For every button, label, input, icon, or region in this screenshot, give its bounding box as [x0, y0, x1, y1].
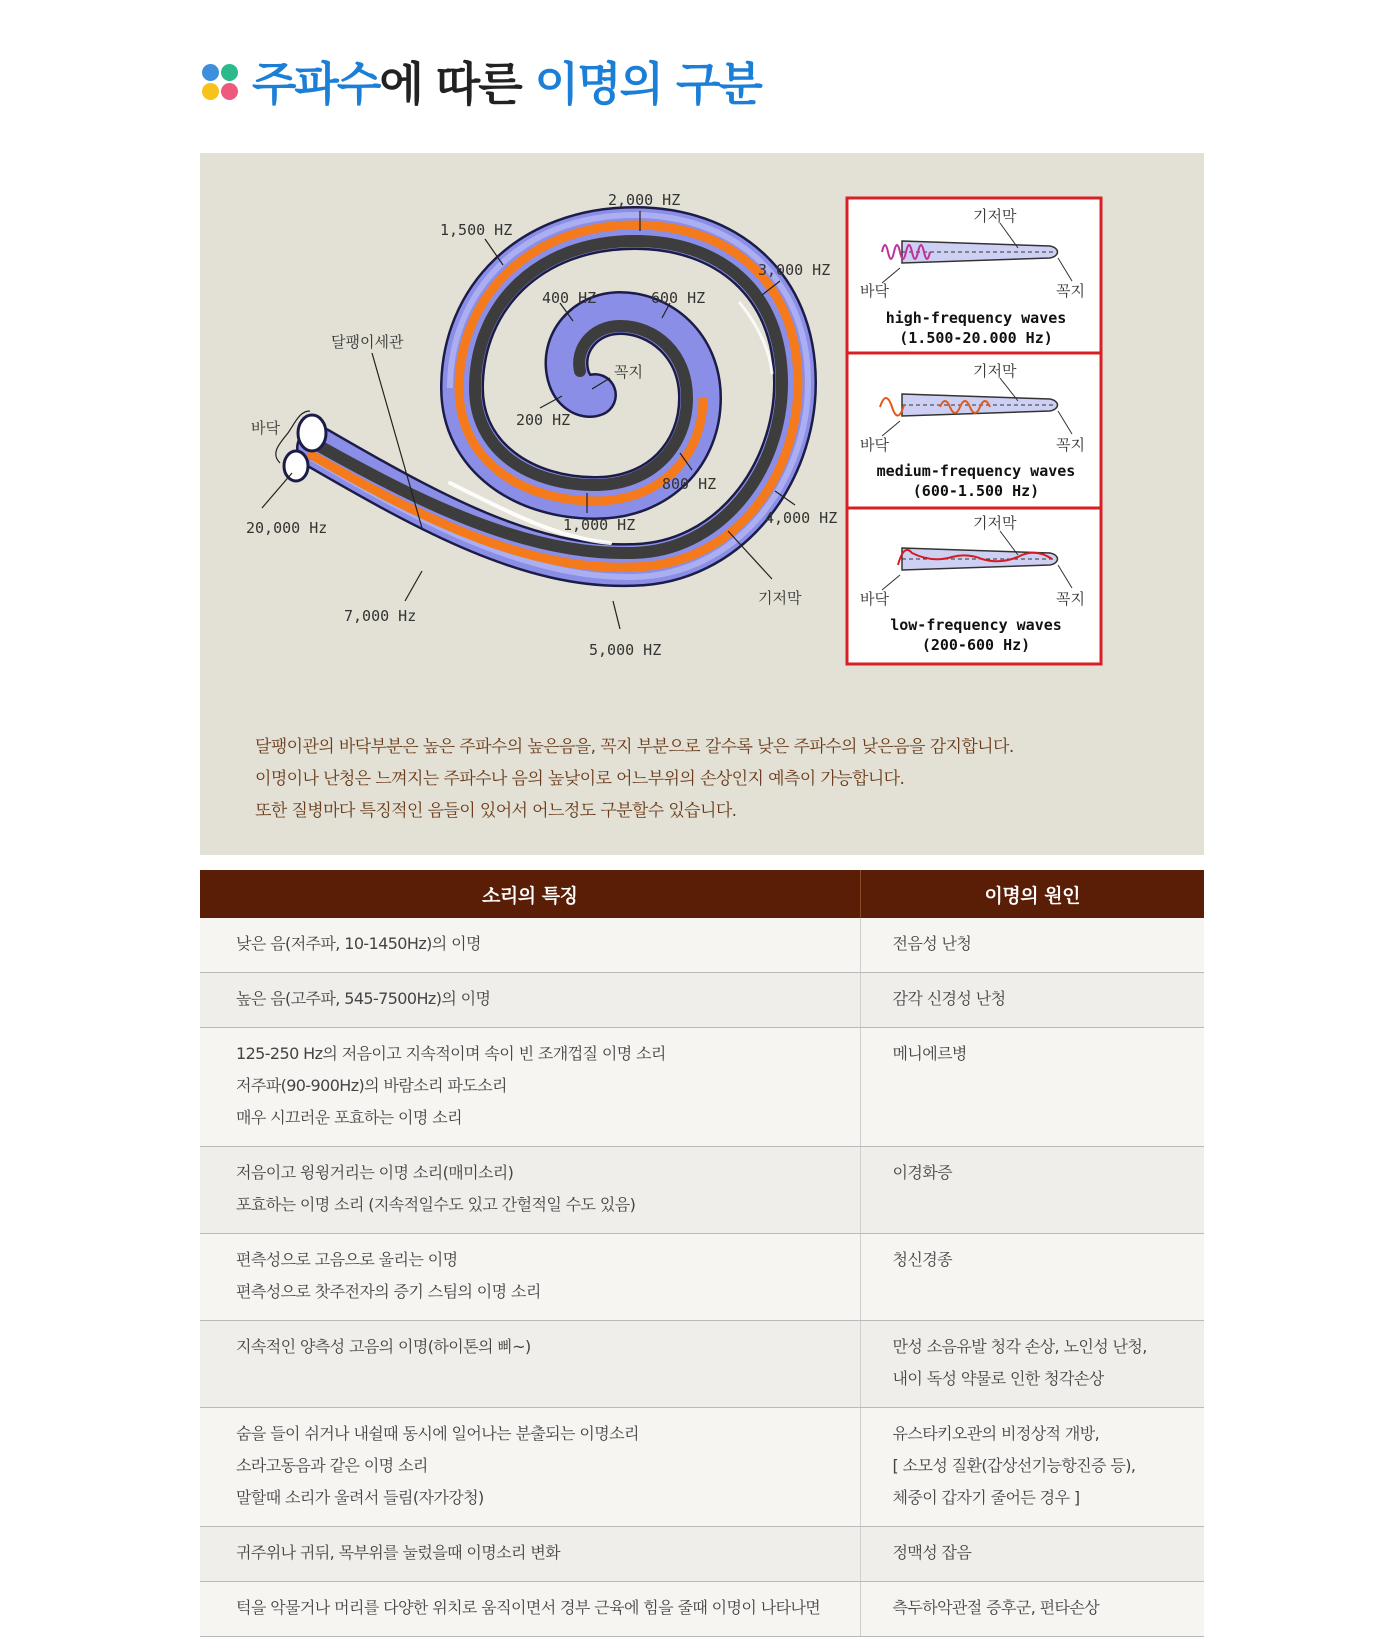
description-line: 또한 질병마다 특징적인 음들이 있어서 어느정도 구분할수 있습니다.: [255, 801, 737, 821]
tinnitus-table: [200, 870, 1204, 1637]
label-2000hz: 2,000 HZ: [608, 191, 681, 209]
table-row: [200, 1028, 1204, 1147]
page-title: [202, 52, 761, 116]
cause-cell: 청신경종: [860, 1234, 1204, 1321]
label-1500hz: 1,500 HZ: [440, 221, 513, 239]
label-800hz: 800 HZ: [662, 475, 717, 493]
box2-base-label: 바닥: [860, 436, 889, 454]
cause-cell: 메니에르병: [860, 1028, 1204, 1147]
feature-cell: 귀주위나 귀뒤, 목부위를 눌렀을때 이명소리 변화: [200, 1527, 860, 1582]
cause-cell: 이경화증: [860, 1147, 1204, 1234]
label-7000hz: 7,000 Hz: [344, 607, 417, 625]
label-5000hz: 5,000 HZ: [589, 641, 662, 659]
label-helicotrema: 달팽이세관: [331, 333, 404, 351]
label-4000hz: 4,000 HZ: [765, 509, 838, 527]
description-line: 이명이나 난청은 느껴지는 주파수나 음의 높낮이로 어느부위의 손상인지 예측이 가능합니다.: [255, 769, 905, 789]
frequency-boxes: [847, 198, 1101, 664]
feature-cell: 125-250 Hz의 저음이고 지속적이며 속이 빈 조개껍질 이명 소리 저주파(90-900Hz)의 바람소리 파도소리 매우 시끄러운 포효하는 이명 소리: [200, 1028, 860, 1147]
title-part-2: 에 따른: [379, 57, 535, 111]
box1-membrane-label: 기저막: [973, 207, 1017, 225]
table-row: [200, 973, 1204, 1028]
box2-apex-label: 꼭지: [1056, 436, 1085, 454]
table-row: [200, 1527, 1204, 1582]
description-line: 달팽이관의 바닥부분은 높은 주파수의 높은음을, 꼭지 부분으로 갈수록 낮은 주파수의 낮은음을 감지합니다.: [255, 737, 1014, 757]
feature-cell: 편측성으로 고음으로 울리는 이명 편측성으로 찻주전자의 증기 스팀의 이명 소리: [200, 1234, 860, 1321]
feature-cell: 턱을 악물거나 머리를 다양한 위치로 움직이면서 경부 근육에 힘을 줄때 이명이 나타나면: [200, 1582, 860, 1637]
label-200hz: 200 HZ: [516, 411, 571, 429]
label-base: 바닥: [251, 419, 280, 437]
description: [255, 731, 1155, 827]
cause-cell: 정맥성 잡음: [860, 1527, 1204, 1582]
box1-base-label: 바닥: [860, 282, 889, 300]
four-dots-icon: [202, 64, 242, 104]
box2-membrane-label: 기저막: [973, 362, 1017, 380]
header-sound-feature: 소리의 특징: [200, 870, 860, 918]
table-row: [200, 1321, 1204, 1408]
feature-cell: 지속적인 양측성 고음의 이명(하이톤의 삐~): [200, 1321, 860, 1408]
feature-cell: 저음이고 윙윙거리는 이명 소리(매미소리) 포효하는 이명 소리 (지속적일수도 있고 간헐적일 수도 있음): [200, 1147, 860, 1234]
cause-cell: 전음성 난청: [860, 918, 1204, 973]
box2-caption: medium-frequency waves: [876, 462, 1076, 480]
cause-cell: 감각 신경성 난청: [860, 973, 1204, 1028]
label-basilar-membrane: 기저막: [758, 589, 802, 607]
table-row: [200, 1408, 1204, 1527]
feature-cell: 숨을 들이 쉬거나 내쉴때 동시에 일어나는 분출되는 이명소리 소라고동음과 같은 이명 소리 말할때 소리가 울려서 들림(자가강청): [200, 1408, 860, 1527]
box1-range: (1.500-20.000 Hz): [899, 329, 1053, 347]
label-1000hz: 1,000 HZ: [563, 516, 636, 534]
cochlea-diagram: [200, 153, 1204, 713]
feature-cell: 높은 음(고주파, 545-7500Hz)의 이명: [200, 973, 860, 1028]
box1-caption: high-frequency waves: [885, 309, 1067, 327]
label-apex: 꼭지: [614, 363, 643, 381]
table-row: [200, 918, 1204, 973]
table-row: [200, 1582, 1204, 1637]
label-20000hz: 20,000 Hz: [246, 519, 328, 537]
label-600hz: 600 HZ: [651, 289, 706, 307]
box3-apex-label: 꼭지: [1056, 590, 1085, 608]
header-cause: 이명의 원인: [860, 870, 1204, 918]
cause-cell: 만성 소음유발 청각 손상, 노인성 난청, 내이 독성 약물로 인한 청각손상: [860, 1321, 1204, 1408]
cause-cell: 측두하악관절 증후군, 편타손상: [860, 1582, 1204, 1637]
feature-cell: 낮은 음(저주파, 10-1450Hz)의 이명: [200, 918, 860, 973]
title-part-3: 이명의 구분: [534, 57, 761, 111]
cochlea-panel: [200, 153, 1204, 855]
table-header-row: [200, 870, 1204, 918]
cochlea-spiral: [284, 215, 808, 577]
box1-apex-label: 꼭지: [1056, 282, 1085, 300]
box3-base-label: 바닥: [860, 590, 889, 608]
box3-range: (200-600 Hz): [921, 636, 1031, 654]
box3-membrane-label: 기저막: [973, 514, 1017, 532]
title-part-1: 주파수: [252, 57, 380, 111]
label-400hz: 400 HZ: [542, 289, 597, 307]
box3-caption: low-frequency waves: [890, 616, 1062, 634]
table-row: [200, 1234, 1204, 1321]
label-3000hz: 3,000 HZ: [758, 261, 831, 279]
page-title-text: [252, 57, 761, 111]
table-row: [200, 1147, 1204, 1234]
cause-cell: 유스타키오관의 비정상적 개방, [ 소모성 질환(갑상선기능항진증 등), 체중이 갑자기 줄어든 경우 ]: [860, 1408, 1204, 1527]
box2-range: (600-1.500 Hz): [912, 482, 1040, 500]
